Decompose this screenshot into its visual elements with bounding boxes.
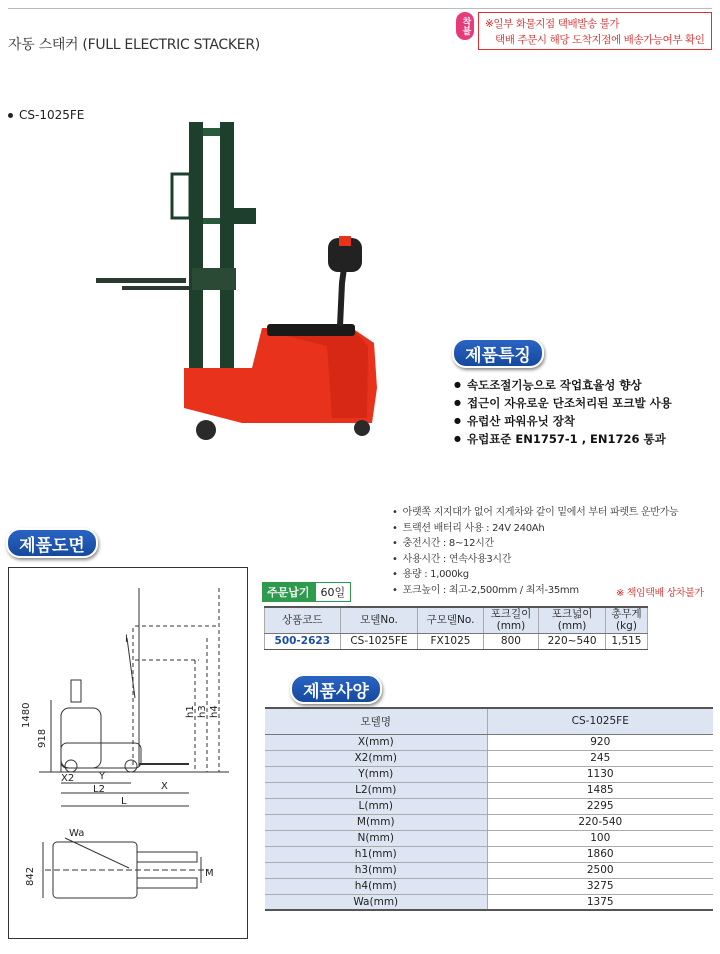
spec-label: h4(mm): [265, 878, 487, 894]
spec-value: 1375: [487, 894, 713, 910]
order-table: [264, 606, 648, 650]
drive-wheel: [354, 420, 370, 436]
table-row: [265, 830, 713, 846]
notice-line-1: ※일부 화물지점 택배발송 불가: [485, 18, 620, 30]
page-title: 자동 스태커 (FULL ELECTRIC STACKER): [8, 37, 260, 53]
notice-line-2: 택배 주문시 해당 도착지점에 배송가능여부 확인: [495, 34, 705, 46]
order-header: 포크넓이 (mm): [539, 607, 606, 633]
table-row: [265, 734, 713, 750]
note-item: • 포크높이 : 최고-2,500mm / 최저-35mm: [392, 583, 678, 599]
order-cell: CS-1025FE: [340, 633, 418, 649]
spec-value: 2500: [487, 862, 713, 878]
spec-value: 1860: [487, 846, 713, 862]
dim-h3: h3: [197, 705, 208, 718]
note-item: • 아랫쪽 지지대가 없어 지게차와 같이 밑에서 부터 파렛트 운반가능: [392, 505, 678, 521]
model-label-text: CS-1025FE: [19, 108, 85, 122]
feature-item: ● 속도조절기능으로 작업효율성 향상: [454, 376, 672, 394]
spec-value: 245: [487, 750, 713, 766]
spec-value: 1130: [487, 766, 713, 782]
spec-value: 220-540: [487, 814, 713, 830]
order-cell: 1,515: [605, 633, 647, 649]
product-image: [92, 118, 392, 448]
order-header: 포크길이 (mm): [483, 607, 539, 633]
table-row: [265, 750, 713, 766]
spec-label: N(mm): [265, 830, 487, 846]
dim-x2: X2: [61, 773, 75, 784]
spec-value: 920: [487, 734, 713, 750]
spec-label: Y(mm): [265, 766, 487, 782]
spec-label: h3(mm): [265, 862, 487, 878]
spec-header: 모델명: [265, 708, 487, 734]
order-header: 총무게 (kg): [605, 607, 647, 633]
spec-label: h1(mm): [265, 846, 487, 862]
table-row: [265, 878, 713, 894]
order-cell: 800: [483, 633, 539, 649]
spec-header: CS-1025FE: [487, 708, 713, 734]
dim-y: Y: [99, 771, 106, 782]
order-header: 모델No.: [340, 607, 418, 633]
spec-value: 1485: [487, 782, 713, 798]
order-lead-label: 주문납기: [262, 582, 315, 602]
dim-m: M: [205, 868, 214, 879]
feature-item: ● 접근이 자유로운 단조처리된 포크발 사용: [454, 394, 672, 412]
table-row: [265, 766, 713, 782]
dim-wa: Wa: [69, 828, 85, 839]
spec-label: M(mm): [265, 814, 487, 830]
dim-l: L: [121, 796, 127, 807]
spec-title: 제품사양: [290, 674, 382, 704]
shipping-notice: [478, 12, 712, 50]
mast-right: [220, 122, 234, 382]
drawing-svg: [9, 568, 247, 938]
dim-l-small: l: [125, 634, 128, 645]
table-row: [265, 798, 713, 814]
order-cell: FX1025: [418, 633, 483, 649]
dim-1480: 1480: [21, 702, 32, 728]
spec-label: X(mm): [265, 734, 487, 750]
spec-label: Wa(mm): [265, 894, 487, 910]
technical-drawing: [8, 567, 248, 939]
model-label: [8, 108, 84, 122]
spec-value: 100: [487, 830, 713, 846]
spec-value: 3275: [487, 878, 713, 894]
fork-upper: [96, 278, 186, 283]
note-item: • 충전시간 : 8~12시간: [392, 536, 678, 552]
order-header: 상품코드: [265, 607, 341, 633]
features-title: 제품특징: [452, 338, 544, 368]
spec-label: L2(mm): [265, 782, 487, 798]
table-row: [265, 782, 713, 798]
dim-h4: h4: [209, 705, 220, 718]
top-divider: [8, 8, 712, 9]
table-row: [265, 633, 648, 649]
cod-badge: 착불: [456, 12, 474, 40]
table-row: [265, 862, 713, 878]
mast-left: [189, 122, 203, 382]
feature-item: ● 유럽산 파워유닛 장착: [454, 412, 672, 430]
order-header: 구모델No.: [418, 607, 483, 633]
spec-table: [265, 707, 713, 911]
spec-label: L(mm): [265, 798, 487, 814]
dim-842: 842: [25, 866, 36, 886]
product-code-link[interactable]: 500-2623: [265, 633, 341, 649]
dim-h1: h1: [185, 705, 196, 718]
table-row: [265, 814, 713, 830]
order-lead-time: [262, 582, 351, 602]
spec-value: 2295: [487, 798, 713, 814]
no-ship-note: ※ 책임택배 상차불가: [616, 588, 704, 599]
dim-918: 918: [37, 728, 48, 748]
note-item: • 트랙션 배터리 사용 : 24V 240Ah: [392, 521, 678, 537]
table-row: [265, 846, 713, 862]
dim-x: X: [161, 781, 168, 792]
front-wheel: [196, 420, 216, 440]
order-cell: 220~540: [539, 633, 606, 649]
feature-item: ● 유럽표준 EN1757-1 , EN1726 통과: [454, 430, 672, 448]
fork-lower: [122, 286, 192, 290]
note-item: • 사용시간 : 연속사용3시간: [392, 552, 678, 568]
bullet-icon: [8, 113, 13, 118]
dim-l2: L2: [93, 784, 105, 795]
order-lead-value: 60일: [315, 582, 352, 602]
drawing-title: 제품도면: [6, 528, 98, 558]
note-item: • 용량 : 1,000kg: [392, 567, 678, 583]
features-list: [454, 376, 672, 448]
spec-label: X2(mm): [265, 750, 487, 766]
table-row: [265, 894, 713, 910]
